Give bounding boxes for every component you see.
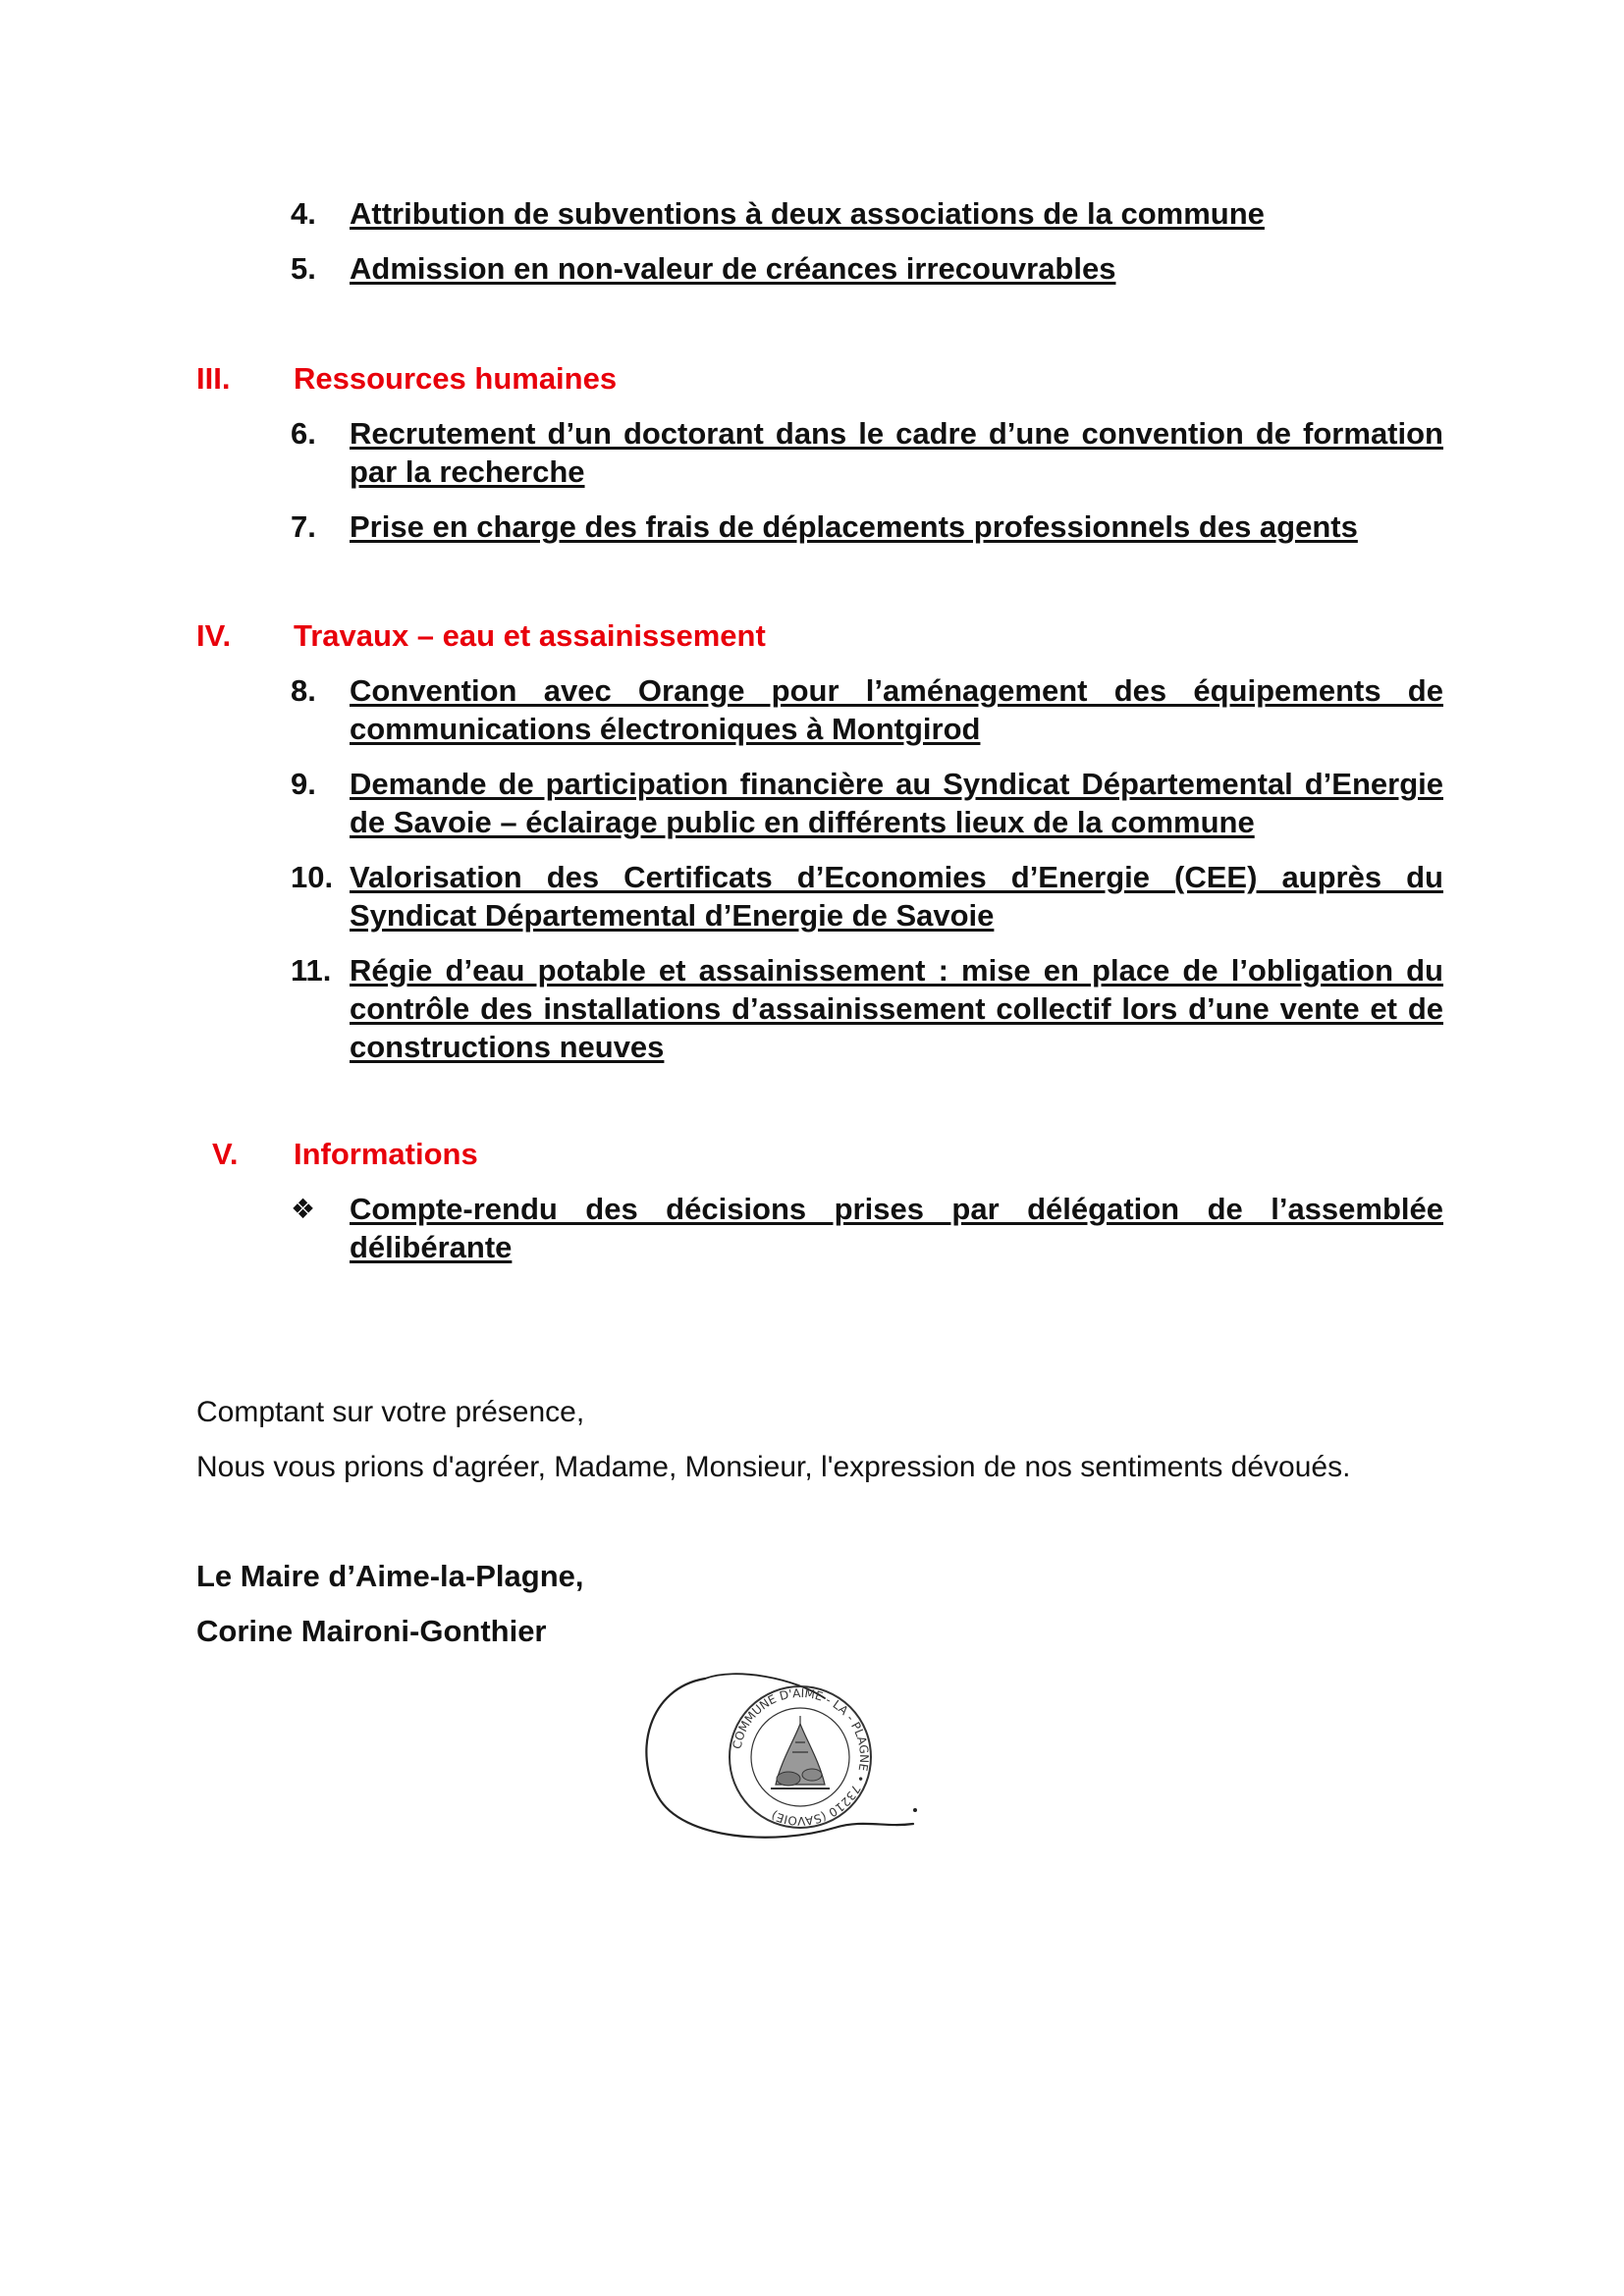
section-heading-v (196, 1135, 1443, 1173)
agenda-item-7 (291, 507, 1443, 546)
agenda-item-11 (291, 951, 1443, 1066)
item-number: 9. (291, 767, 316, 801)
item-text: Admission en non-valeur de créances irrecouvrables (350, 251, 1116, 286)
item-text: Prise en charge des frais de déplacements professionnels des agents (350, 509, 1358, 544)
item-text: Attribution de subventions à deux associations de la commune (350, 196, 1265, 231)
agenda-item-9 (291, 765, 1443, 841)
item-text: Compte-rendu des décisions prises par délégation de l’assemblée délibérante (350, 1192, 1443, 1264)
item-text: Régie d’eau potable et assainissement : mise en place de l’obligation du contrôle des installations d’assainissement collectif lors d’une vente et de constructions neuves (350, 953, 1443, 1064)
stamp-lettering: COMMUNE D'AIME - LA - PLAGNE • 73210 (SAVOIE) (730, 1685, 872, 1829)
section-title: Travaux – eau et assainissement (294, 618, 766, 653)
agenda-item-8 (291, 671, 1443, 748)
item-number: 5. (291, 251, 316, 286)
agenda-item-6 (291, 414, 1443, 491)
item-number: 11. (291, 953, 332, 988)
section-title: Ressources humaines (294, 361, 618, 396)
closing-line-2: Nous vous prions d'agréer, Madame, Monsieur, l'expression de nos sentiments dévoués. (196, 1451, 1351, 1483)
mayor-name: Corine Maironi-Gonthier (196, 1614, 547, 1648)
section-heading-iv (196, 616, 1443, 655)
agenda-item-10 (291, 858, 1443, 934)
item-text: Valorisation des Certificats d’Economies d’Energie (CEE) auprès du Syndicat Départemental d’Energie de Savoie (350, 860, 1443, 933)
section-number: V. (212, 1137, 239, 1171)
item-number: 4. (291, 196, 316, 231)
agenda-bullet-item (291, 1190, 1443, 1266)
item-number: 6. (291, 416, 316, 451)
mayor-title: Le Maire d’Aime-la-Plagne, (196, 1559, 584, 1593)
section-heading-iii (196, 359, 1443, 398)
agenda-item-5 (291, 249, 1443, 288)
section-number: IV. (196, 618, 232, 653)
section-number: III. (196, 361, 231, 396)
item-number: 8. (291, 673, 316, 708)
closing-line-1: Comptant sur votre présence, (196, 1396, 585, 1428)
diamond-bullet-icon: ❖ (291, 1194, 316, 1224)
agenda-item-4 (291, 194, 1443, 233)
section-title: Informations (294, 1137, 478, 1171)
item-number: 10. (291, 860, 334, 894)
item-text: Convention avec Orange pour l’aménagement des équipements de communications électroniques à Montgirod (350, 673, 1443, 746)
item-text: Demande de participation financière au Syndicat Départemental d’Energie de Savoie – éclairage public en différents lieux de la commune (350, 767, 1443, 839)
item-text: Recrutement d’un doctorant dans le cadre d’une convention de formation par la recherche (350, 416, 1443, 489)
official-stamp-icon (628, 1659, 923, 1855)
item-number: 7. (291, 509, 316, 544)
